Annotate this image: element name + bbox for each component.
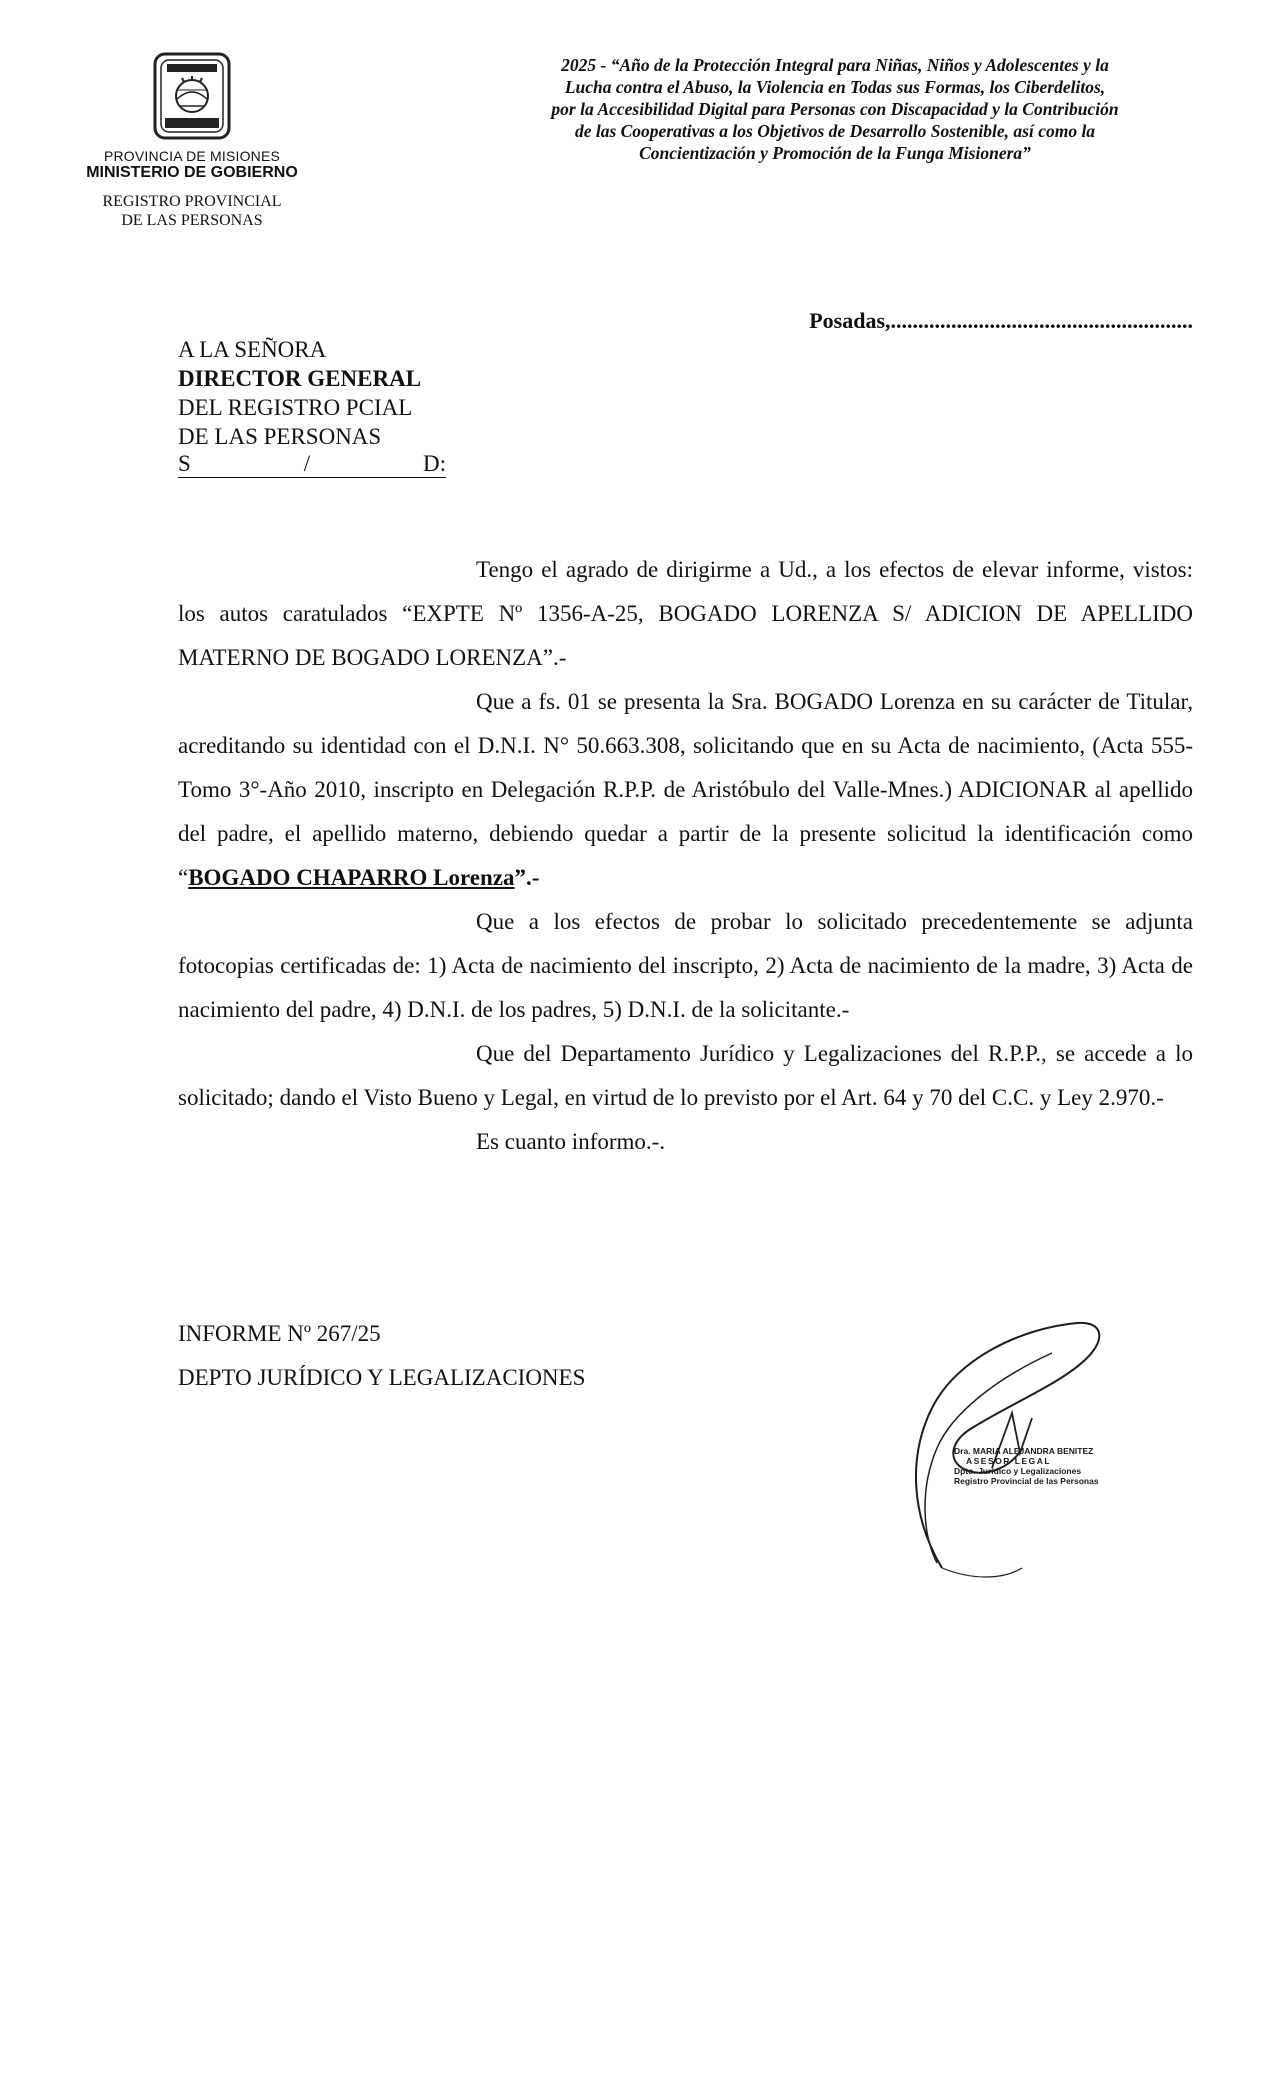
stamp-office: Registro Provincial de las Personas xyxy=(954,1476,1099,1486)
sd-s: S xyxy=(178,451,191,476)
registry-line-1: REGISTRO PROVINCIAL xyxy=(102,193,282,210)
sd-line xyxy=(178,451,446,478)
stamp-title: ASESOR LEGAL xyxy=(966,1456,1052,1466)
place-date: Posadas,....................................................... xyxy=(809,308,1193,333)
sd-d: D: xyxy=(423,451,446,476)
addressee-line-3: DEL REGISTRO PCIAL xyxy=(178,395,413,420)
paragraph-2 xyxy=(178,680,1193,900)
paragraph-5: Es cuanto informo.-. xyxy=(476,1129,666,1154)
paragraph-2-text: Que a fs. 01 se presenta la Sra. BOGADO Lorenza en su carácter de Titular, acreditando su identidad con el D.N.I. N° 50.663.308, solicitando que en su Acta de nacimiento, (Acta 555-Tomo 3°-Año 2010, inscripto en Delegación R.P.P. de Aristóbulo del Valle-Mnes.) ADICIONAR al apellido del padre, el apellido materno, debiendo quedar a partir de la presente solicitud la identificación como “ xyxy=(178,689,1193,890)
letterhead-logo-block xyxy=(72,50,312,230)
province-name: PROVINCIA DE MISIONES xyxy=(103,148,281,164)
addressee-block xyxy=(178,335,446,478)
year-motto: 2025 - “Año de la Protección Integral para Niñas, Niños y Adolescentes y la Lucha contra el Abuso, la Violencia en Todas sus Formas, los Ciberdelitos, por la Accesibilidad Digital para Personas con Discapacidad y la Contribución de las Cooperativas a los Objetivos de Desarrollo Sostenible, así como la Concientización y Promoción de la Funga Misionera” xyxy=(551,55,1119,163)
registry-name xyxy=(72,192,312,230)
paragraph-3: Que a los efectos de probar lo solicitado precedentemente se adjunta fotocopias certificadas de: 1) Acta de nacimiento del inscripto, 2) Acta de nacimiento de la madre, 3) Acta de nacimiento del padre, 4) D.N.I. de los padres, 5) D.N.I. de la solicitante.- xyxy=(178,909,1193,1022)
sd-slash: / xyxy=(303,451,311,476)
registry-line-2: DE LAS PERSONAS xyxy=(121,212,263,229)
paragraph-4: Que del Departamento Jurídico y Legalizaciones del R.P.P., se accede a lo solicitado; dando el Visto Bueno y Legal, en virtud de lo previsto por el Art. 64 y 70 del C.C. y Ley 2.970.- xyxy=(178,1041,1193,1110)
stamp-department: Dpto. Jurídico y Legalizaciones xyxy=(954,1466,1082,1476)
report-reference xyxy=(178,1312,585,1400)
new-identification-name: BOGADO CHAPARRO Lorenza xyxy=(188,865,515,890)
report-department: DEPTO JURÍDICO Y LEGALIZACIONES xyxy=(178,1365,586,1390)
stamp-name: Dra. MARIA ALEJANDRA BENITEZ xyxy=(954,1446,1094,1456)
addressee-line-1: A LA SEÑORA xyxy=(178,337,327,362)
provincial-seal-icon xyxy=(149,50,235,142)
report-body xyxy=(178,548,1193,1164)
addressee-line-2: DIRECTOR GENERAL xyxy=(178,366,422,391)
ministry-name: MINISTERIO DE GOBIERNO xyxy=(86,164,298,181)
paragraph-2-closing: ”.- xyxy=(514,865,540,890)
addressee-line-4: DE LAS PERSONAS xyxy=(178,424,382,449)
report-number: INFORME Nº 267/25 xyxy=(178,1321,381,1346)
signature-stamp xyxy=(954,1446,1104,1486)
paragraph-1: Tengo el agrado de dirigirme a Ud., a los efectos de elevar informe, vistos: los autos caratulados “EXPTE Nº 1356-A-25, BOGADO LORENZA S/ ADICION DE APELLIDO MATERNO DE BOGADO LORENZA”.- xyxy=(178,557,1193,670)
